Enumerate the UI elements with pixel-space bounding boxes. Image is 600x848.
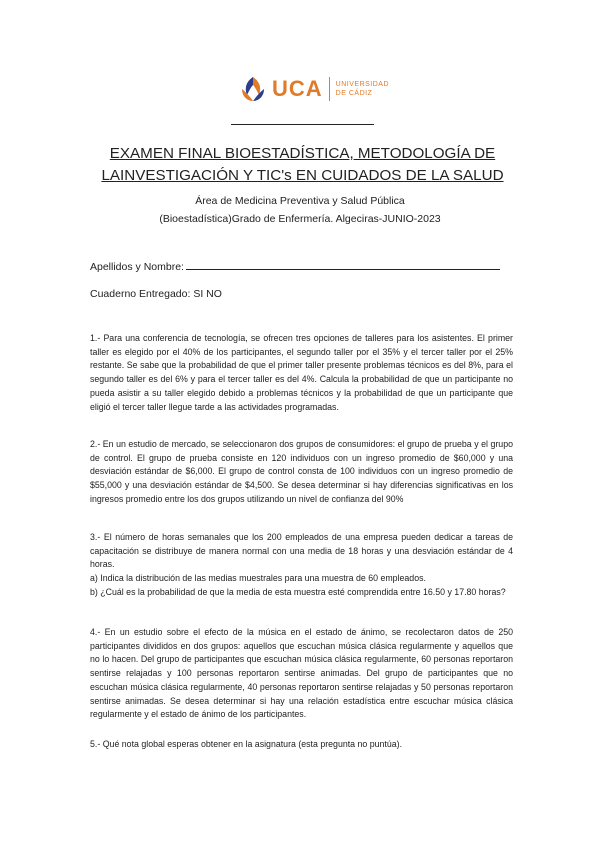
logo-subtext-line1: UNIVERSIDAD: [335, 81, 390, 88]
name-blank-line[interactable]: [186, 259, 500, 270]
exam-title-line2: LAINVESTIGACIÓN Y TIC's EN CUIDADOS DE LA SALUD: [101, 167, 504, 184]
question-3-a: a) Indica la distribución de las medias muestrales para una muestra de 60 empleados.: [90, 573, 426, 584]
question-4: [90, 626, 513, 722]
exam-title: [80, 143, 525, 187]
logo-text: UCA: [272, 76, 323, 101]
university-logo: [238, 74, 389, 104]
question-5: [90, 738, 513, 752]
logo-subtext: [336, 80, 389, 98]
subtitle-degree: (Bioestadística)Grado de Enfermería. Algeciras-JUNIO-2023: [159, 213, 441, 225]
question-3-text: 3.- El número de horas semanales que los 200 empleados de una empresa pueden dedicar a tareas de capacitación se distribuye de manera normal con una media de 18 horas y una desviación estándar de 4 horas.: [90, 532, 513, 570]
question-2: [90, 438, 513, 507]
question-3-b: b) ¿Cuál es la probabilidad de que la media de esta muestra esté comprendida entre 16.50 y 17.80 horas?: [90, 586, 506, 597]
logo-divider: [329, 77, 330, 101]
question-5-text: 5.- Qué nota global esperas obtener en la asignatura (esta pregunta no puntúa).: [90, 739, 403, 749]
question-1: [90, 332, 513, 414]
question-2-text: 2.- En un estudio de mercado, se seleccionaron dos grupos de consumidores: el grupo de prueba y el grupo de control. El grupo de prueba consiste en 120 individuos con un ingreso promedio de $60,000 y una desviación estándar de $6,000. El grupo de control consta de 100 individuos con un ingreso promedio de $55,000 y una desviación estándar de $4,500. Se desea determinar si hay diferencias significativas en los ingresos promedio entre los dos grupos utilizando un nivel de confianza del 90%: [90, 439, 513, 504]
header-rule: [231, 124, 374, 125]
uca-emblem-icon: [238, 75, 268, 103]
question-4-text: 4.- En un estudio sobre el efecto de la música en el estado de ánimo, se recolectaron datos de 250 participantes divididos en dos grupos: aquellos que escuchan música clásica regularmente y aquellos que no lo hacen. Del grupo de participantes que escuchan música clásica regularmente, 60 personas reportaron sentirse relajadas y 100 personas reportaron sentirse animadas. Del grupo de participantes que no escuchan música clásica regularmente, 40 personas reportaron sentirse relajadas y 50 personas reportaron sentirse animadas. Se desea determinar si hay una relación estadística entre escuchar música clásica regularmente y el estado de ánimo de los participantes.: [90, 627, 513, 720]
logo-subtext-line2: DE CÁDIZ: [335, 90, 373, 97]
question-1-text: 1.- Para una conferencia de tecnología, se ofrecen tres opciones de talleres para los asistentes. El primer taller es elegido por el 40% de los participantes, el segundo taller por el 35% y el tercer taller por el 25% restante. Se sabe que la probabilidad de que el primer taller presente problemas técnicos es del 8%, para el segundo taller es del 6% y para el tercer taller es del 4%. Calcula la probabilidad de que un participante no pueda asistir a su taller elegido debido a problemas técnicos y la probabilidad de que un participante que eligió el tercer taller llegue tarde a las actividades programadas.: [90, 333, 513, 412]
subtitle-area: Área de Medicina Preventiva y Salud Pública: [195, 195, 405, 207]
question-3: [90, 531, 513, 600]
name-field: [90, 259, 500, 273]
cuaderno-field: Cuaderno Entregado: SI NO: [90, 288, 222, 300]
name-label: Apellidos y Nombre:: [90, 261, 184, 273]
exam-title-line1: EXAMEN FINAL BIOESTADÍSTICA, METODOLOGÍA DE: [109, 145, 496, 162]
